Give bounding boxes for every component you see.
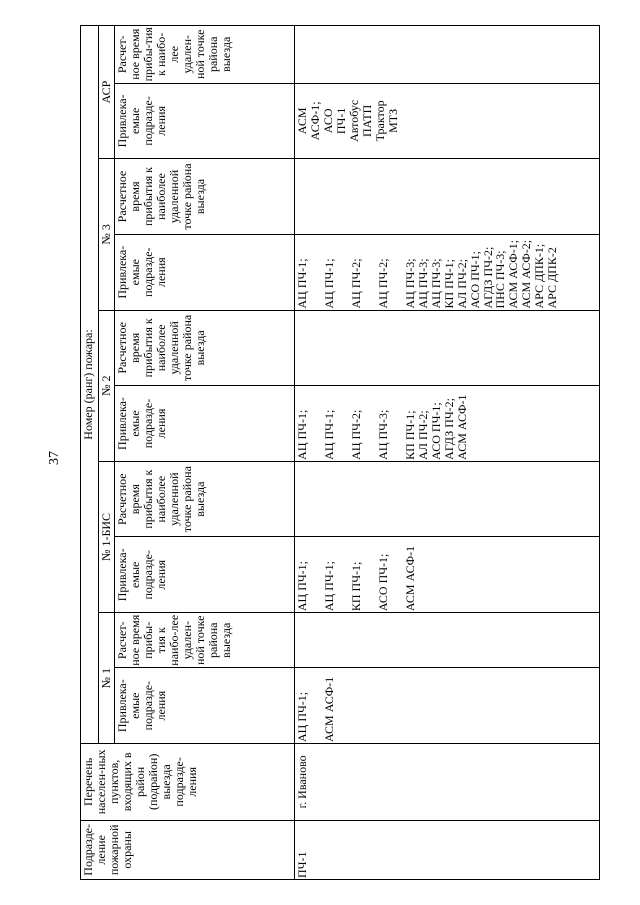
page-number: 37: [47, 451, 62, 465]
subheader-r3-time: Расчетное время прибытия к наиболее удаленной точке района выезда: [115, 159, 295, 235]
header-rank-asr: АСР: [99, 26, 115, 159]
list-item: АЛ ПЧ-2;: [415, 410, 430, 460]
list-item: АЦ ПЧ-1;: [295, 258, 309, 309]
list-item: АСО ПЧ-1;: [467, 250, 482, 309]
list-item: ПНС ПЧ-3;: [493, 250, 508, 309]
header-rank-2: № 2: [99, 310, 115, 461]
header-rank-1bis: № 1-БИС: [99, 461, 115, 612]
list-item: АСФ-1;: [307, 101, 322, 141]
cell-unit: ПЧ-1: [295, 820, 600, 879]
subheader-r1bis-involved: Привлека-емые подразде-ления: [115, 537, 295, 613]
list-item: ПЧ-1: [333, 107, 348, 135]
list-item: АЛ ПЧ-2;: [454, 258, 469, 309]
subheader-r2-time: Расчетное время прибытия к наиболее удаленной точке района выезда: [115, 310, 295, 386]
list-item: КП ПЧ-1;: [441, 259, 456, 309]
list-item: АЦ ПЧ-2;: [375, 258, 390, 309]
subheader-asr-time: Расчет-ное время прибы-тия к наибо-лее удален-ной точке района выезда: [115, 26, 295, 84]
list-item: КП ПЧ-1;: [402, 410, 417, 460]
header-rank-1: № 1: [99, 613, 115, 744]
cell-r1bis-involved: [295, 537, 600, 613]
subheader-r3-involved: Привлека-емые подразде-ления: [115, 234, 295, 310]
list-item: АСМ: [295, 107, 309, 135]
cell-r1bis-time: [295, 461, 600, 537]
list-item: ПАТП: [359, 104, 374, 138]
header-settlements: Перечень населен-ных пунктов, входящих в район (подрайон) выезда подразде-ления: [81, 744, 295, 821]
list-gap: [336, 387, 350, 460]
list-item: АЦ ПЧ-3;: [375, 409, 390, 460]
cell-r3-involved: [295, 234, 600, 310]
list-item: АЦ ПЧ-3;: [428, 258, 443, 309]
fire-rank-table: [80, 25, 600, 880]
list-item: АСМ АСФ-2;: [519, 239, 534, 309]
cell-r3-time: [295, 159, 600, 235]
list-item: АСО ПЧ-1;: [375, 553, 390, 612]
cell-r1-time: [295, 613, 600, 668]
list-item: МТЗ: [385, 108, 400, 133]
cell-settlement: г. Иваново: [295, 744, 600, 821]
list-item: АСО: [320, 108, 335, 134]
cell-r1-involved: [295, 668, 600, 744]
list-item: АГДЗ ПЧ-2;: [441, 397, 456, 460]
list-item: АЦ ПЧ-2;: [348, 409, 363, 460]
list-item: АСО ПЧ-1;: [428, 402, 443, 460]
list-item: АСМ АСФ-1: [402, 545, 417, 612]
list-gap: [363, 387, 377, 460]
list-item: АСМ АСФ-1: [454, 394, 469, 460]
rotated-table-wrapper: [80, 25, 600, 880]
table-row: [295, 26, 600, 880]
list-item: АЦ ПЧ-1;: [321, 409, 336, 460]
header-unit: Подразде-ление пожарной охраны: [81, 820, 295, 879]
list-gap: [363, 538, 377, 611]
list-item: АГДЗ ПЧ-2;: [480, 246, 495, 309]
subheader-r1-involved: Привлека-емые подразде-ления: [115, 668, 295, 744]
list-gap: [390, 387, 404, 460]
list-gap: [309, 669, 323, 742]
list-item: АЦ ПЧ-1;: [321, 561, 336, 612]
cell-asr-time: [295, 26, 600, 84]
list-gap: [309, 236, 323, 309]
list-gap: [390, 236, 404, 309]
list-item: АЦ ПЧ-1;: [295, 561, 309, 612]
cell-asr-involved: [295, 83, 600, 159]
list-item: АСМ АСФ-1: [321, 676, 336, 743]
list-gap: [363, 236, 377, 309]
list-item: Автобус: [346, 99, 361, 142]
list-gap: [390, 538, 404, 611]
list-gap: [309, 538, 323, 611]
header-rank: Номер (ранг) пожара:: [81, 26, 99, 744]
header-rank-3: № 3: [99, 159, 115, 310]
list-item: АСМ АСФ-1;: [506, 239, 521, 309]
cell-r2-involved: [295, 386, 600, 462]
subheader-r1-time: Расчет-ное время прибы-тия к наибо-лее удален-ной точке района выезда: [115, 613, 295, 668]
list-item: АРС ДПК-1;: [532, 243, 547, 309]
list-item: Трактор: [372, 100, 387, 142]
list-item: АЦ ПЧ-3;: [402, 258, 417, 309]
list-item: АЦ ПЧ-1;: [295, 691, 309, 743]
subheader-r2-involved: Привлека-емые подразде-ления: [115, 386, 295, 462]
list-gap: [309, 387, 323, 460]
list-item: АЦ ПЧ-2;: [348, 258, 363, 309]
list-item: АЦ ПЧ-1;: [321, 258, 336, 309]
list-gap: [336, 236, 350, 309]
list-item: КП ПЧ-1;: [348, 561, 363, 612]
subheader-asr-involved: Привлека-емые подразде-ления: [115, 83, 295, 159]
list-item: АРС ДПК-2: [545, 247, 560, 309]
subheader-r1bis-time: Расчетное время прибытия к наиболее удаленной точке района выезда: [115, 461, 295, 537]
list-gap: [336, 538, 350, 611]
list-item: АЦ ПЧ-1;: [295, 409, 309, 460]
cell-r2-time: [295, 310, 600, 386]
list-item: АЦ ПЧ-3;: [415, 258, 430, 309]
